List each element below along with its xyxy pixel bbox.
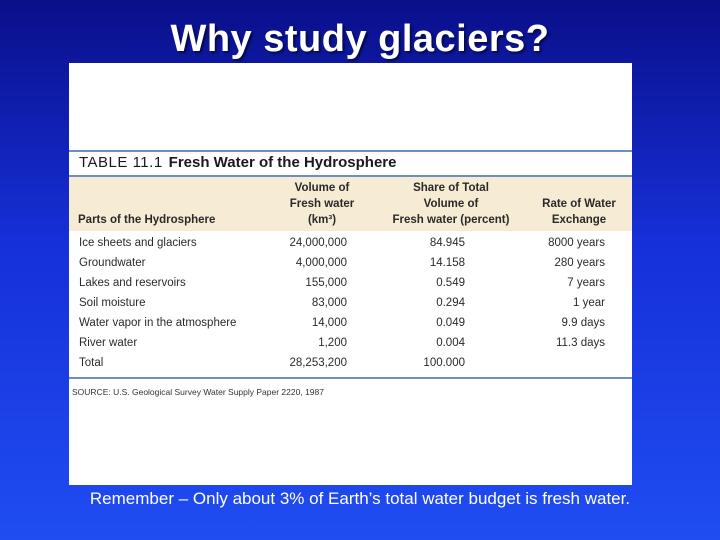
table-row [69,274,632,294]
table-bottom-rule [69,377,632,379]
header-volume-line-2: Fresh water [289,198,355,210]
slide-footnote: Remember – Only about 3% of Earth’s total water budget is fresh water. [89,489,631,508]
cell-rate: 8000 years [548,237,605,249]
cell-rate: 1 year [573,297,605,309]
header-volume-line-1: Volume of [294,182,350,194]
cell-rate: 11.3 days [555,337,605,349]
cell-volume: 28,253,200 [289,357,347,369]
table-image-panel [69,63,632,485]
slide-title: Why study glaciers? [170,18,550,60]
cell-rate: 280 years [554,257,605,269]
table-number: TABLE 11.1 [79,154,163,171]
cell-volume: 155,000 [305,277,347,289]
table-row [69,254,632,274]
table-row-total [69,354,632,374]
header-share [391,180,511,228]
table-body [69,234,632,374]
table-top-rule [69,150,632,152]
cell-volume: 83,000 [311,297,347,309]
header-parts: Parts of the Hydrosphere [78,214,216,226]
cell-share: 0.294 [436,297,465,309]
header-rate-line-1: Rate of Water [542,198,616,210]
cell-share: 84.945 [429,237,465,249]
cell-share: 0.049 [436,317,465,329]
cell-rate: 9.9 days [561,317,605,329]
cell-share: 0.549 [436,277,465,289]
cell-volume: 24,000,000 [289,237,347,249]
header-volume [277,180,367,228]
table-header [69,177,632,231]
table-caption [79,154,396,171]
cell-volume: 4,000,000 [295,257,347,269]
header-share-line-1: Share of Total [413,182,489,194]
cell-part: Groundwater [79,257,146,269]
cell-part: Ice sheets and glaciers [79,237,197,249]
header-rate-line-2: Exchange [551,214,607,226]
cell-part: Lakes and reservoirs [79,277,186,289]
cell-volume: 1,200 [318,337,347,349]
cell-rate: 7 years [567,277,605,289]
table-source: SOURCE: U.S. Geological Survey Water Supply Paper 2220, 1987 [72,387,324,397]
cell-part: Total [79,357,104,369]
cell-share: 100.000 [423,357,465,369]
cell-part: Water vapor in the atmosphere [79,317,237,329]
cell-share: 0.004 [436,337,465,349]
header-share-line-3: Fresh water (percent) [392,214,510,226]
header-rate [529,196,629,228]
cell-volume: 14,000 [311,317,347,329]
table-row [69,334,632,354]
table-name: Fresh Water of the Hydrosphere [168,154,397,171]
header-volume-line-3: (km³) [307,214,337,226]
table-row [69,294,632,314]
table-row [69,314,632,334]
cell-share: 14.158 [429,257,465,269]
cell-part: Soil moisture [79,297,146,309]
table-row [69,234,632,254]
header-share-line-2: Volume of [423,198,479,210]
cell-part: River water [79,337,138,349]
